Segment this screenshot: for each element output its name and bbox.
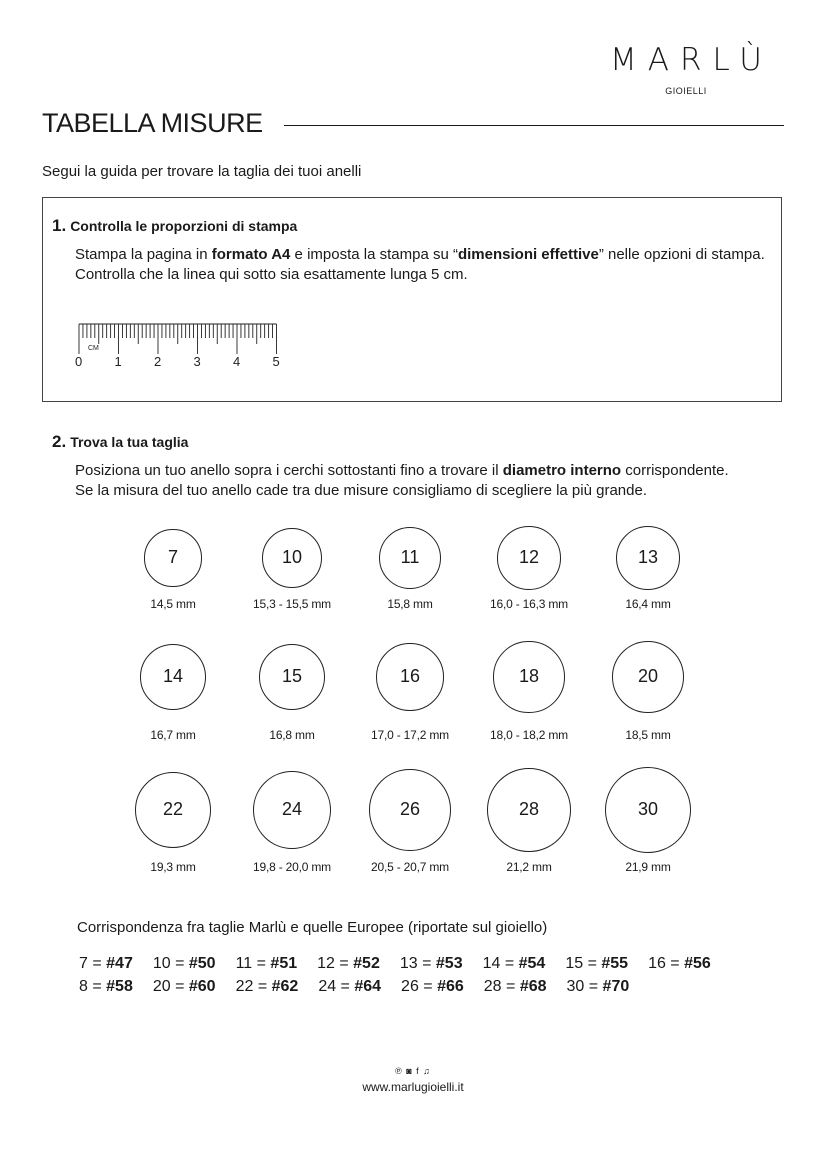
ring-size-item (350, 769, 470, 874)
ring-size-circle: 15 (259, 644, 325, 710)
step1-heading (52, 216, 297, 236)
ring-size-circle: 10 (262, 528, 323, 589)
ring-size-item (232, 771, 352, 874)
ring-size-item (350, 643, 470, 742)
size-correspondence: 8 = #58 (79, 978, 133, 995)
ring-diameter-label: 19,3 mm (150, 859, 196, 874)
size-correspondence: 14 = #54 (482, 955, 546, 972)
website-link[interactable]: www.marlugioielli.it (362, 1080, 464, 1094)
ruler-label: 0 (75, 354, 83, 369)
ruler-label: 2 (154, 354, 162, 369)
correspondence-row-2 (79, 978, 649, 996)
ring-diameter-label: 16,4 mm (625, 596, 671, 611)
correspondence-row-1 (79, 955, 731, 973)
ring-diameter-label: 16,7 mm (150, 727, 196, 742)
ring-size-circle: 18 (493, 641, 564, 712)
step2-title: Trova la tua taglia (70, 434, 189, 450)
ring-diameter-label: 20,5 - 20,7 mm (371, 859, 449, 874)
ring-diameter-label: 16,8 mm (269, 727, 315, 742)
ring-diameter-label: 17,0 - 17,2 mm (371, 727, 449, 742)
ring-diameter-label: 14,5 mm (150, 596, 196, 611)
ring-size-circle: 16 (376, 643, 443, 710)
size-correspondence: 24 = #64 (318, 978, 382, 995)
ring-diameter-label: 18,0 - 18,2 mm (490, 727, 568, 742)
size-correspondence: 13 = #53 (399, 955, 463, 972)
brand-tagline: GIOIELLI (665, 86, 707, 96)
step2-instructions (75, 461, 729, 501)
footer (0, 1066, 826, 1094)
ring-diameter-label: 19,8 - 20,0 mm (253, 859, 331, 874)
ring-size-item (350, 527, 470, 611)
step1-instructions (75, 245, 765, 285)
size-correspondence: 12 = #52 (317, 955, 380, 972)
size-correspondence: 10 = #50 (152, 955, 216, 972)
brand-logo (586, 40, 786, 96)
size-correspondence: 11 = #51 (235, 955, 298, 972)
ring-size-item (113, 644, 233, 742)
ring-size-circle: 12 (497, 526, 561, 590)
ring-size-item (232, 644, 352, 742)
ring-diameter-label: 16,0 - 16,3 mm (490, 596, 568, 611)
step1-number: 1. (52, 216, 67, 235)
size-correspondence: 30 = #70 (566, 978, 630, 995)
ruler-label: 3 (193, 354, 201, 369)
size-correspondence: 20 = #60 (152, 978, 216, 995)
intro-text: Segui la guida per trovare la taglia dei tuoi anelli (42, 163, 362, 180)
calibration-ruler (74, 320, 294, 375)
ring-size-circle: 28 (487, 768, 571, 852)
ring-size-item (588, 641, 708, 742)
ring-size-item (113, 529, 233, 611)
ring-size-circle: 14 (140, 644, 206, 710)
page-title: TABELLA MISURE (42, 108, 263, 138)
size-correspondence: 7 = #47 (79, 955, 133, 972)
ring-diameter-label: 18,5 mm (625, 727, 671, 742)
ring-size-item (588, 526, 708, 611)
ring-diameter-label: 15,3 - 15,5 mm (253, 596, 331, 611)
step2-line1: Posiziona un tuo anello sopra i cerchi sottostanti fino a trovare il diametro interno corrispondente. (75, 462, 729, 479)
title-divider (284, 125, 784, 126)
step2-line2: Se la misura del tuo anello cade tra due misure consigliamo di scegliere la più grande. (75, 482, 647, 499)
step2-heading (52, 432, 188, 452)
size-correspondence: 16 = #56 (648, 955, 711, 972)
ruler-label: 5 (272, 354, 280, 369)
social-icons: ℗ ◙ f ♫ (395, 1066, 431, 1076)
size-correspondence: 28 = #68 (483, 978, 547, 995)
ring-size-item (469, 526, 589, 611)
ruler-label: 1 (114, 354, 122, 369)
size-correspondence: 22 = #62 (235, 978, 299, 995)
ring-diameter-label: 21,9 mm (625, 859, 671, 874)
ring-size-circle: 22 (135, 772, 211, 848)
ring-size-item (232, 528, 352, 611)
ring-diameter-label: 21,2 mm (506, 859, 552, 874)
step1-line1: Stampa la pagina in formato A4 e imposta la stampa su “dimensioni effettive” nelle opzioni di stampa. (75, 246, 765, 263)
ring-size-circle: 24 (253, 771, 331, 849)
ring-size-circle: 20 (612, 641, 685, 714)
size-correspondence: 15 = #55 (565, 955, 629, 972)
size-correspondence: 26 = #66 (401, 978, 464, 995)
ring-size-item (469, 641, 589, 742)
ring-size-item (588, 767, 708, 874)
ring-size-circle: 30 (605, 767, 691, 853)
step1-title: Controlla le proporzioni di stampa (70, 218, 298, 234)
ring-size-circle: 7 (144, 529, 201, 586)
ring-size-item (113, 772, 233, 874)
step1-line2: Controlla che la linea qui sotto sia esattamente lunga 5 cm. (75, 266, 468, 283)
step2-number: 2. (52, 432, 67, 451)
brand-name: MARLÙ (610, 42, 773, 78)
ruler-unit-label: CM (88, 345, 99, 352)
ring-size-item (469, 768, 589, 874)
ring-size-circle: 11 (379, 527, 441, 589)
ring-size-circle: 13 (616, 526, 681, 591)
correspondence-title: Corrispondenza fra taglie Marlù e quelle Europee (riportate sul gioiello) (77, 919, 548, 936)
ruler-label: 4 (233, 354, 241, 369)
ring-size-circle: 26 (369, 769, 450, 850)
ring-diameter-label: 15,8 mm (387, 596, 433, 611)
